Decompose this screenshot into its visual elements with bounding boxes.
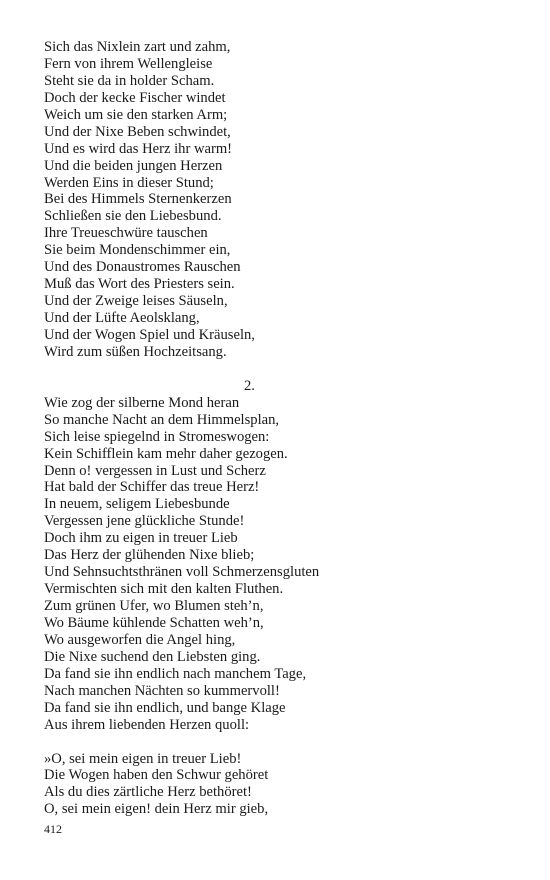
poem-line: Die Nixe suchend den Liebsten ging.: [44, 648, 261, 665]
poem-line: Nach manchen Nächten so kummervoll!: [44, 682, 280, 699]
poem-line: Werden Eins in dieser Stund;: [44, 174, 214, 191]
poem-line: Aus ihrem liebenden Herzen quoll:: [44, 716, 250, 733]
stanza-2: [44, 395, 514, 734]
poem-line: In neuem, seligem Liebesbunde: [44, 496, 230, 513]
poem-line: Kein Schifflein kam mehr daher gezogen.: [44, 445, 288, 462]
page-number: 412: [44, 822, 62, 836]
poem-line: Denn o! vergessen in Lust und Scherz: [44, 462, 266, 479]
poem-line: Fern von ihrem Wellengleise: [44, 55, 213, 72]
section-number: 2.: [244, 377, 255, 394]
poem-line: Vergessen jene glückliche Stunde!: [44, 513, 245, 530]
poem-line: Da fand sie ihn endlich nach manchem Tage,: [44, 665, 307, 682]
poem-line: Wie zog der silberne Mond heran: [44, 394, 240, 411]
poem-line: Weich um sie den starken Arm;: [44, 106, 228, 123]
poem-line: Zum grünen Ufer, wo Blumen steh’n,: [44, 598, 264, 614]
poem-line: Steht sie da in holder Scham.: [44, 72, 215, 89]
poem-line: Wird zum süßen Hochzeitsang.: [44, 343, 227, 360]
poem-line: Und des Donaustromes Rauschen: [44, 259, 241, 276]
poem-line: Schließen sie den Liebesbund.: [44, 208, 222, 225]
stanza-gap: [44, 361, 514, 378]
stanza-1: [44, 39, 514, 361]
poem-line: O, sei mein eigen! dein Herz mir gieb,: [44, 801, 269, 818]
poem-line: Und es wird das Herz ihr warm!: [44, 140, 233, 157]
poem-line: Da fand sie ihn endlich, und bange Klage: [44, 699, 286, 716]
poem-line: Und der Zweige leises Säuseln,: [44, 293, 228, 310]
stanza-3: [44, 751, 514, 819]
poem-line: So manche Nacht an dem Himmelsplan,: [44, 411, 280, 428]
poem-line: Sich das Nixlein zart und zahm,: [44, 39, 231, 55]
poem-line: Und Sehnsuchtsthränen voll Schmerzensgluten: [44, 564, 320, 581]
poem-line: Die Wogen haben den Schwur gehöret: [44, 767, 269, 784]
poem-line: »O, sei mein eigen in treuer Lieb!: [44, 750, 242, 767]
poem-line: Ihre Treueschwüre tauschen: [44, 225, 208, 242]
poem-line: Doch der kecke Fischer windet: [44, 89, 226, 106]
poem-line: Sie beim Mondenschimmer ein,: [44, 242, 231, 259]
poem-line: Wo Bäume kühlende Schatten weh’n,: [44, 614, 264, 631]
poem-line: Doch ihm zu eigen in treuer Lieb: [44, 530, 238, 547]
poem-line: Sich leise spiegelnd in Stromeswogen:: [44, 428, 270, 445]
poem-line: Das Herz der glühenden Nixe blieb;: [44, 547, 255, 564]
poem-line: Vermischten sich mit den kalten Fluthen.: [44, 581, 284, 598]
poem-line: Als du dies zärtliche Herz bethöret!: [44, 784, 252, 801]
poem-line: Und der Nixe Beben schwindet,: [44, 123, 231, 140]
poem-line: Muß das Wort des Priesters sein.: [44, 276, 235, 293]
poem-line: Und der Lüfte Aeolsklang,: [44, 310, 200, 326]
poem-line: Und die beiden jungen Herzen: [44, 157, 223, 174]
poem-line: Hat bald der Schiffer das treue Herz!: [44, 479, 260, 496]
poem-line: Bei des Himmels Sternenkerzen: [44, 191, 232, 208]
poem-text: [44, 39, 514, 818]
stanza-gap: [44, 734, 514, 751]
poem-line: Und der Wogen Spiel und Kräuseln,: [44, 326, 255, 343]
poem-line: Wo ausgeworfen die Angel hing,: [44, 631, 236, 648]
